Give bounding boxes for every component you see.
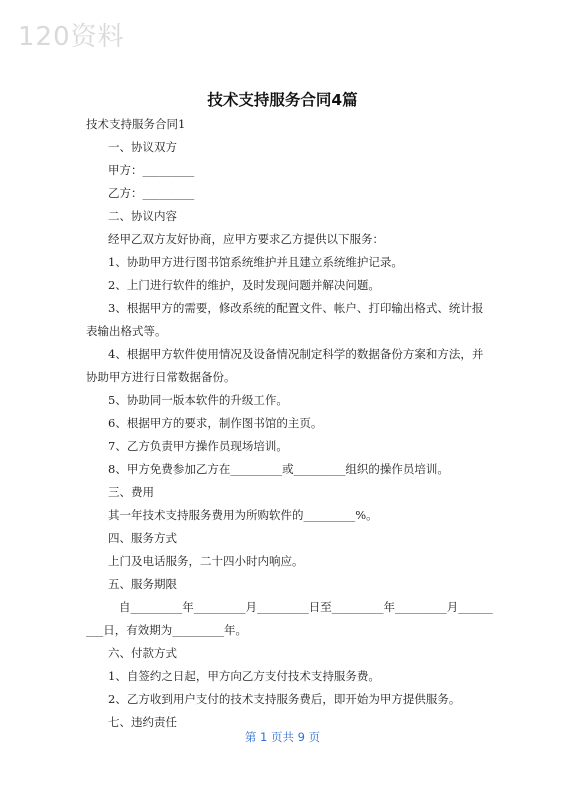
party-b-line: 乙方：_________ <box>108 186 195 200</box>
paragraph-line: 2、乙方收到用户支付的技术支持服务费后，即开始为甲方提供服务。 <box>108 692 461 706</box>
clause-heading: 一、协议双方 <box>108 140 177 154</box>
paragraph-line: ___日，有效期为_________年。 <box>86 623 247 637</box>
clause-heading: 三、费用 <box>108 485 154 499</box>
paragraph-line: 协助甲方进行日常数据备份。 <box>86 370 236 384</box>
watermark-logo: 120资料 <box>18 22 125 52</box>
section-heading: 技术支持服务合同1 <box>86 117 186 131</box>
clause-heading: 四、服务方式 <box>108 531 177 545</box>
clause-heading: 五、服务期限 <box>108 577 177 591</box>
paragraph-line: 3、根据甲方的需要，修改系统的配置文件、帐户、打印输出格式、统计报 <box>108 301 484 315</box>
paragraph-line: 8、甲方免费参加乙方在_________或_________组织的操作员培训。 <box>108 462 449 476</box>
paragraph-line: 1、自签约之日起，甲方向乙方支付技术支持服务费。 <box>108 669 380 683</box>
clause-heading: 七、违约责任 <box>108 715 177 729</box>
paragraph-line: 上门及电话服务，二十四小时内响应。 <box>108 554 304 568</box>
paragraph-line: 自_________年_________月_________日至_________年_________月______ <box>119 600 493 614</box>
clause-heading: 二、协议内容 <box>108 209 177 223</box>
clause-heading: 六、付款方式 <box>108 646 177 660</box>
paragraph-line: 其一年技术支持服务费用为所购软件的_________%。 <box>108 508 378 522</box>
paragraph-line: 1、协助甲方进行图书馆系统维护并且建立系统维护记录。 <box>108 255 403 269</box>
page-footer: 第 1 页共 9 页 <box>244 730 321 744</box>
paragraph-line: 4、根据甲方软件使用情况及设备情况制定科学的数据备份方案和方法，并 <box>108 347 484 361</box>
party-a-line: 甲方：_________ <box>108 163 195 177</box>
paragraph-line: 7、乙方负责甲方操作员现场培训。 <box>108 439 288 453</box>
paragraph-line: 6、根据甲方的要求，制作图书馆的主页。 <box>108 416 323 430</box>
paragraph-line: 5、协助同一版本软件的升级工作。 <box>108 393 288 407</box>
document-title: 技术支持服务合同4篇 <box>207 91 358 109</box>
paragraph-line: 表输出格式等。 <box>86 324 167 338</box>
paragraph-line: 经甲乙双方友好协商，应甲方要求乙方提供以下服务： <box>108 232 384 246</box>
paragraph-line: 2、上门进行软件的维护，及时发现问题并解决问题。 <box>108 278 380 292</box>
